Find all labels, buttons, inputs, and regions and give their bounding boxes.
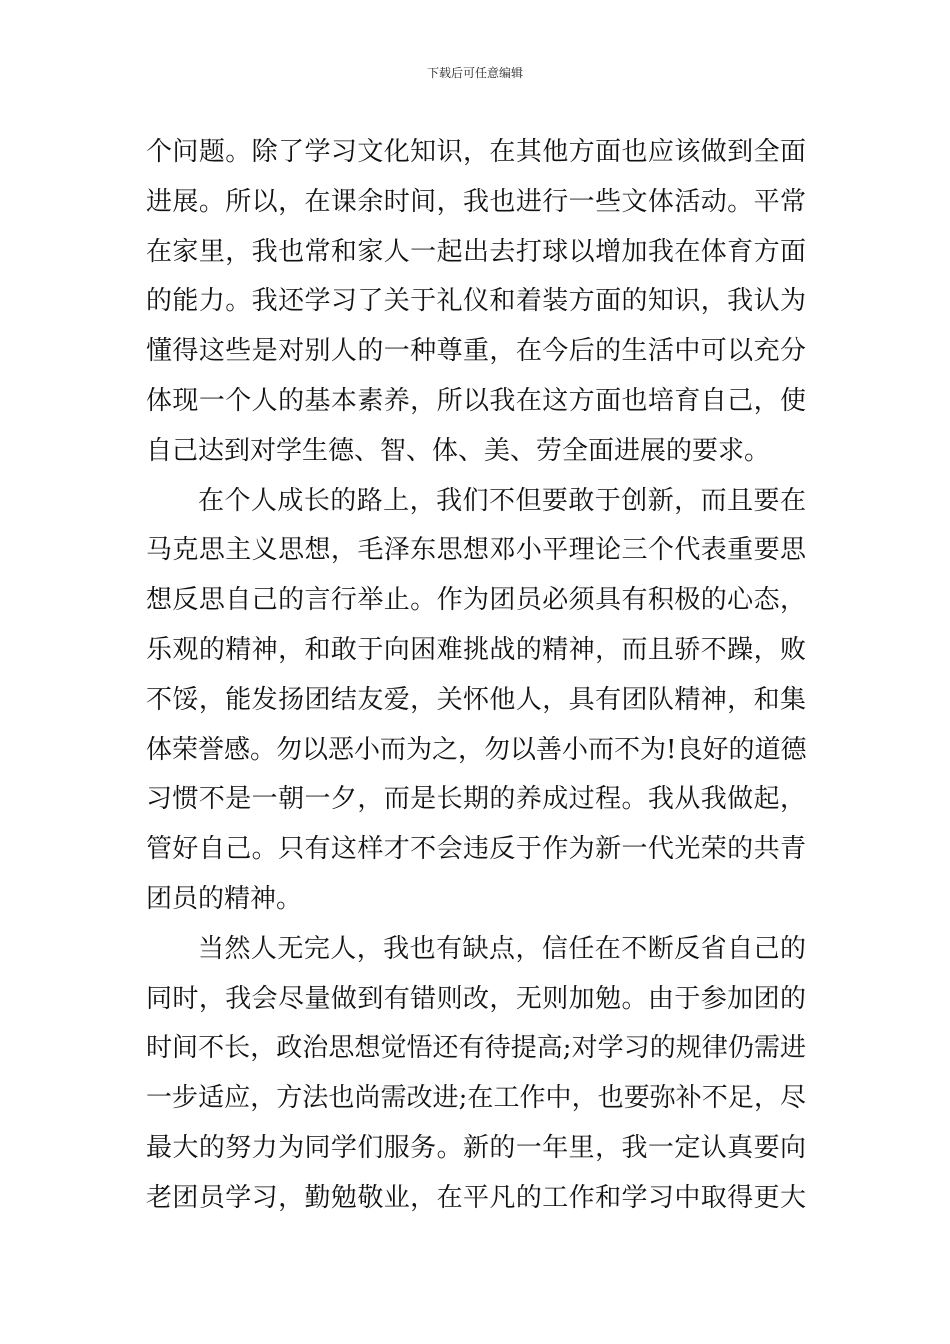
page-header: 下载后可任意编辑 (426, 66, 523, 80)
text-line: 体荣誉感。勿以恶小而为之，勿以善小而不为!良好的道德 (146, 734, 806, 765)
text-line: 的能力。我还学习了关于礼仪和着装方面的知识，我认为 (146, 286, 806, 317)
text-line: 在家里，我也常和家人一起出去打球以增加我在体育方面 (146, 236, 806, 267)
text-line: 当然人无完人，我也有缺点，信任在不断反省自己的 (198, 933, 806, 964)
text-line: 乐观的精神，和敢于向困难挑战的精神，而且骄不躁，败 (146, 634, 806, 665)
document-body (146, 128, 806, 1224)
text-line: 进展。所以，在课余时间，我也进行一些文体活动。平常 (146, 186, 806, 217)
text-line: 团员的精神。 (146, 883, 303, 914)
text-line: 在个人成长的路上，我们不但要敢于创新，而且要在 (198, 485, 806, 516)
text-line: 个问题。除了学习文化知识，在其他方面也应该做到全面 (146, 137, 806, 167)
text-line: 不馁，能发扬团结友爱，关怀他人，具有团队精神，和集 (146, 684, 806, 715)
text-line: 马克思主义思想，毛泽东思想邓小平理论三个代表重要思 (146, 535, 806, 566)
paragraph-1 (146, 128, 806, 477)
paragraph-3 (146, 925, 806, 1224)
text-line: 时间不长，政治思想觉悟还有待提高;对学习的规律仍需进 (146, 1033, 806, 1064)
text-line: 老团员学习，勤勉敬业，在平凡的工作和学习中取得更大 (146, 1182, 806, 1213)
text-line: 自己达到对学生德、智、体、美、劳全面进展的要求。 (146, 435, 771, 466)
text-line: 最大的努力为同学们服务。新的一年里，我一定认真要向 (146, 1132, 806, 1163)
text-line: 管好自己。只有这样才不会违反于作为新一代光荣的共青 (146, 834, 806, 865)
text-line: 习惯不是一朝一夕，而是长期的养成过程。我从我做起， (146, 784, 806, 815)
paragraph-2 (146, 477, 806, 925)
text-line: 一步适应，方法也尚需改进;在工作中，也要弥补不足，尽 (146, 1083, 806, 1114)
text-line: 懂得这些是对别人的一种尊重，在今后的生活中可以充分 (146, 336, 806, 367)
text-line: 体现一个人的基本素养，所以我在这方面也培育自己，使 (146, 385, 806, 416)
text-line: 同时，我会尽量做到有错则改，无则加勉。由于参加团的 (146, 983, 806, 1014)
text-line: 想反思自己的言行举止。作为团员必须具有积极的心态， (146, 585, 806, 616)
